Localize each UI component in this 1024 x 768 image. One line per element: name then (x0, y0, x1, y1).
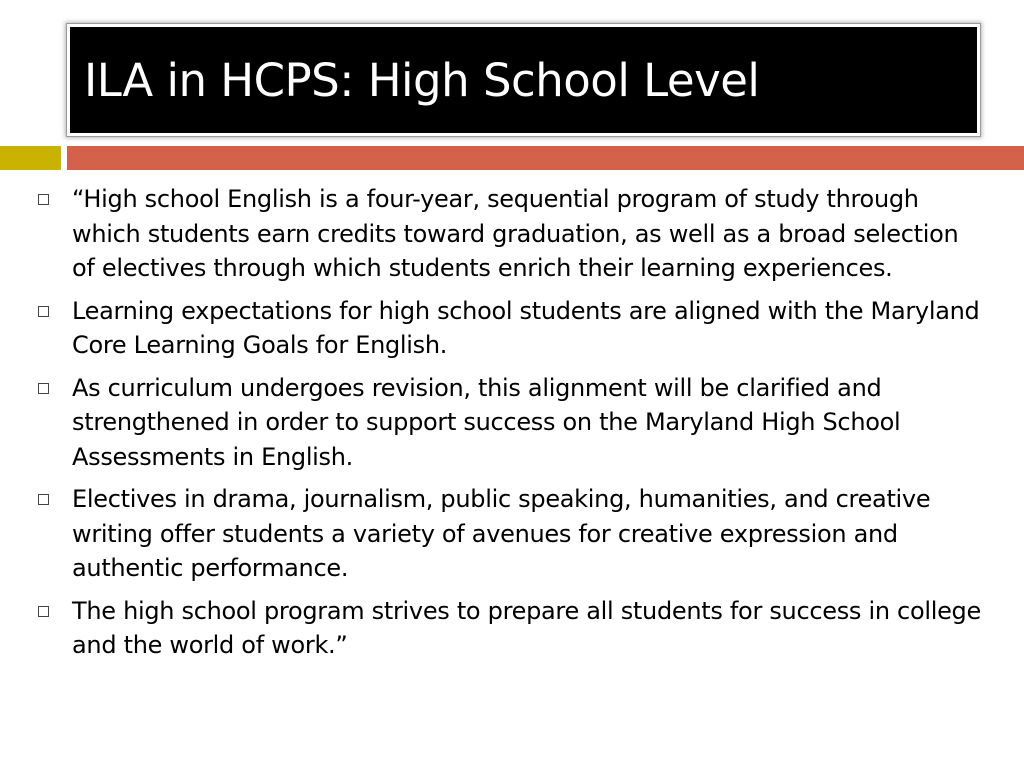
bullet-text: “High school English is a four-year, sequential program of study through which students earn credits toward graduation, as well as a broad selection of electives through which students enrich their learning experiences. (72, 185, 959, 282)
hollow-square-icon (38, 494, 49, 505)
title-box (67, 24, 980, 136)
hollow-square-icon (38, 194, 49, 205)
accent-band-orange (67, 146, 1024, 170)
bullet-text: Learning expectations for high school students are aligned with the Maryland Core Learning Goals for English. (72, 296, 980, 359)
bullet-item (36, 371, 986, 475)
bullet-item (36, 182, 986, 286)
bullet-item (36, 594, 986, 663)
slide-title: ILA in HCPS: High School Level (84, 54, 760, 107)
accent-band-gold (0, 146, 61, 170)
bullet-text: The high school program strives to prepare all students for success in college and the world of work.” (72, 596, 981, 659)
bullet-text: As curriculum undergoes revision, this alignment will be clarified and strengthened in order to support success on the Maryland High School Assessments in English. (72, 373, 901, 471)
hollow-square-icon (38, 383, 49, 394)
bullet-text: Electives in drama, journalism, public speaking, humanities, and creative writing offer students a variety of avenues for creative expression and authentic performance. (72, 485, 931, 582)
bullet-item (36, 294, 986, 363)
bullet-item (36, 482, 986, 586)
hollow-square-icon (38, 306, 49, 317)
bullet-list (36, 182, 986, 671)
hollow-square-icon (38, 606, 49, 617)
